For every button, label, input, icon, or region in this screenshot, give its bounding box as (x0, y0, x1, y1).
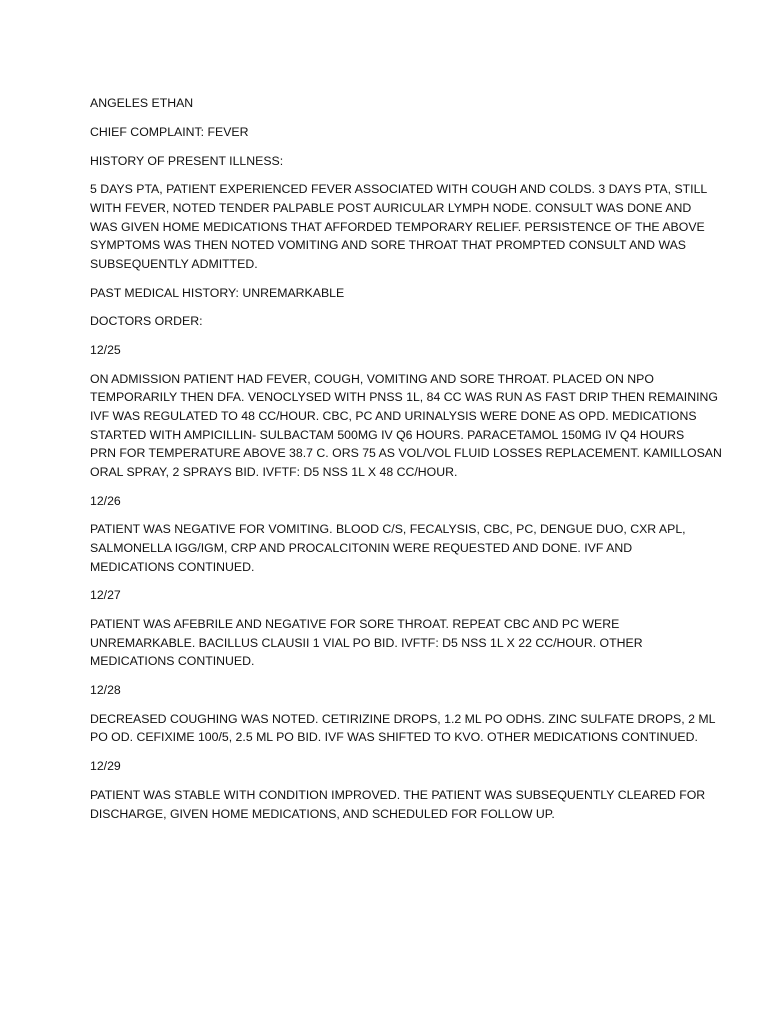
order-note (90, 370, 722, 482)
doctors-order-heading: DOCTORS ORDER: (90, 314, 203, 329)
hpi-paragraph (90, 180, 708, 273)
hpi-heading: HISTORY OF PRESENT ILLNESS: (90, 153, 284, 168)
order-note-line: STARTED WITH AMPICILLIN- SULBACTAM 500MG IV Q6 HOURS. PARACETAMOL 150MG IV Q4 HOURS (90, 427, 685, 442)
document-page (90, 94, 722, 833)
order-note (90, 710, 716, 747)
order-note (90, 520, 690, 576)
past-medical-history: PAST MEDICAL HISTORY: UNREMARKABLE (90, 285, 345, 300)
order-note (90, 615, 690, 671)
order-note (90, 786, 706, 823)
order-note-line: DECREASED COUGHING WAS NOTED. CETIRIZINE DROPS, 1.2 ML PO ODHS. ZINC SULFATE DROPS, 2 ML (90, 711, 716, 726)
order-note-line: MEDICATIONS CONTINUED. (90, 559, 255, 574)
order-note-line: DISCHARGE, GIVEN HOME MEDICATIONS, AND SCHEDULED FOR FOLLOW UP. (90, 806, 555, 821)
order-note-line: ORAL SPRAY, 2 SPRAYS BID. IVFTF: D5 NSS 1L X 48 CC/HOUR. (90, 464, 458, 479)
order-note-line: SALMONELLA IGG/IGM, CRP AND PROCALCITONIN WERE REQUESTED AND DONE. IVF AND (90, 540, 633, 555)
order-note-line: IVF WAS REGULATED TO 48 CC/HOUR. CBC, PC AND URINALYSIS WERE DONE AS OPD. MEDICATIONS (90, 409, 697, 424)
order-note-line: TEMPORARILY THEN DFA. VENOCLYSED WITH PNSS 1L, 84 CC WAS RUN AS FAST DRIP THEN REMAINING (90, 390, 718, 405)
order-note-line: PATIENT WAS STABLE WITH CONDITION IMPROVED. THE PATIENT WAS SUBSEQUENTLY CLEARED FOR (90, 788, 706, 803)
order-date: 12/27 (90, 588, 121, 603)
hpi-line: WAS GIVEN HOME MEDICATIONS THAT AFFORDED TEMPORARY RELIEF. PERSISTENCE OF THE ABOVE (90, 219, 705, 234)
order-note-line: PO OD. CEFIXIME 100/5, 2.5 ML PO BID. IVF WAS SHIFTED TO KVO. OTHER MEDICATIONS CONTINUED. (90, 730, 698, 745)
order-note-line: ON ADMISSION PATIENT HAD FEVER, COUGH, VOMITING AND SORE THROAT. PLACED ON NPO (90, 371, 654, 386)
patient-name: ANGELES ETHAN (90, 96, 194, 110)
order-date: 12/26 (90, 493, 121, 508)
order-date: 12/29 (90, 759, 121, 774)
hpi-line: SUBSEQUENTLY ADMITTED. (90, 256, 258, 271)
order-note-line: MEDICATIONS CONTINUED. (90, 654, 255, 669)
order-note-line: UNREMARKABLE. BACILLUS CLAUSII 1 VIAL PO BID. IVFTF: D5 NSS 1L X 22 CC/HOUR. OTHER (90, 635, 643, 650)
hpi-line: SYMPTOMS WAS THEN NOTED VOMITING AND SORE THROAT THAT PROMPTED CONSULT AND WAS (90, 238, 687, 253)
order-note-line: PATIENT WAS AFEBRILE AND NEGATIVE FOR SORE THROAT. REPEAT CBC AND PC WERE (90, 617, 620, 632)
hpi-line: 5 DAYS PTA, PATIENT EXPERIENCED FEVER ASSOCIATED WITH COUGH AND COLDS. 3 DAYS PTA, STILL (90, 182, 708, 197)
hpi-line: WITH FEVER, NOTED TENDER PALPABLE POST AURICULAR LYMPH NODE. CONSULT WAS DONE AND (90, 200, 692, 215)
order-note-line: PATIENT WAS NEGATIVE FOR VOMITING. BLOOD C/S, FECALYSIS, CBC, PC, DENGUE DUO, CXR APL, (90, 522, 686, 537)
order-date: 12/25 (90, 343, 121, 358)
order-date: 12/28 (90, 683, 121, 698)
chief-complaint: CHIEF COMPLAINT: FEVER (90, 124, 249, 139)
order-note-line: PRN FOR TEMPERATURE ABOVE 38.7 C. ORS 75 AS VOL/VOL FLUID LOSSES REPLACEMENT. KAMILLOSAN (90, 446, 722, 461)
